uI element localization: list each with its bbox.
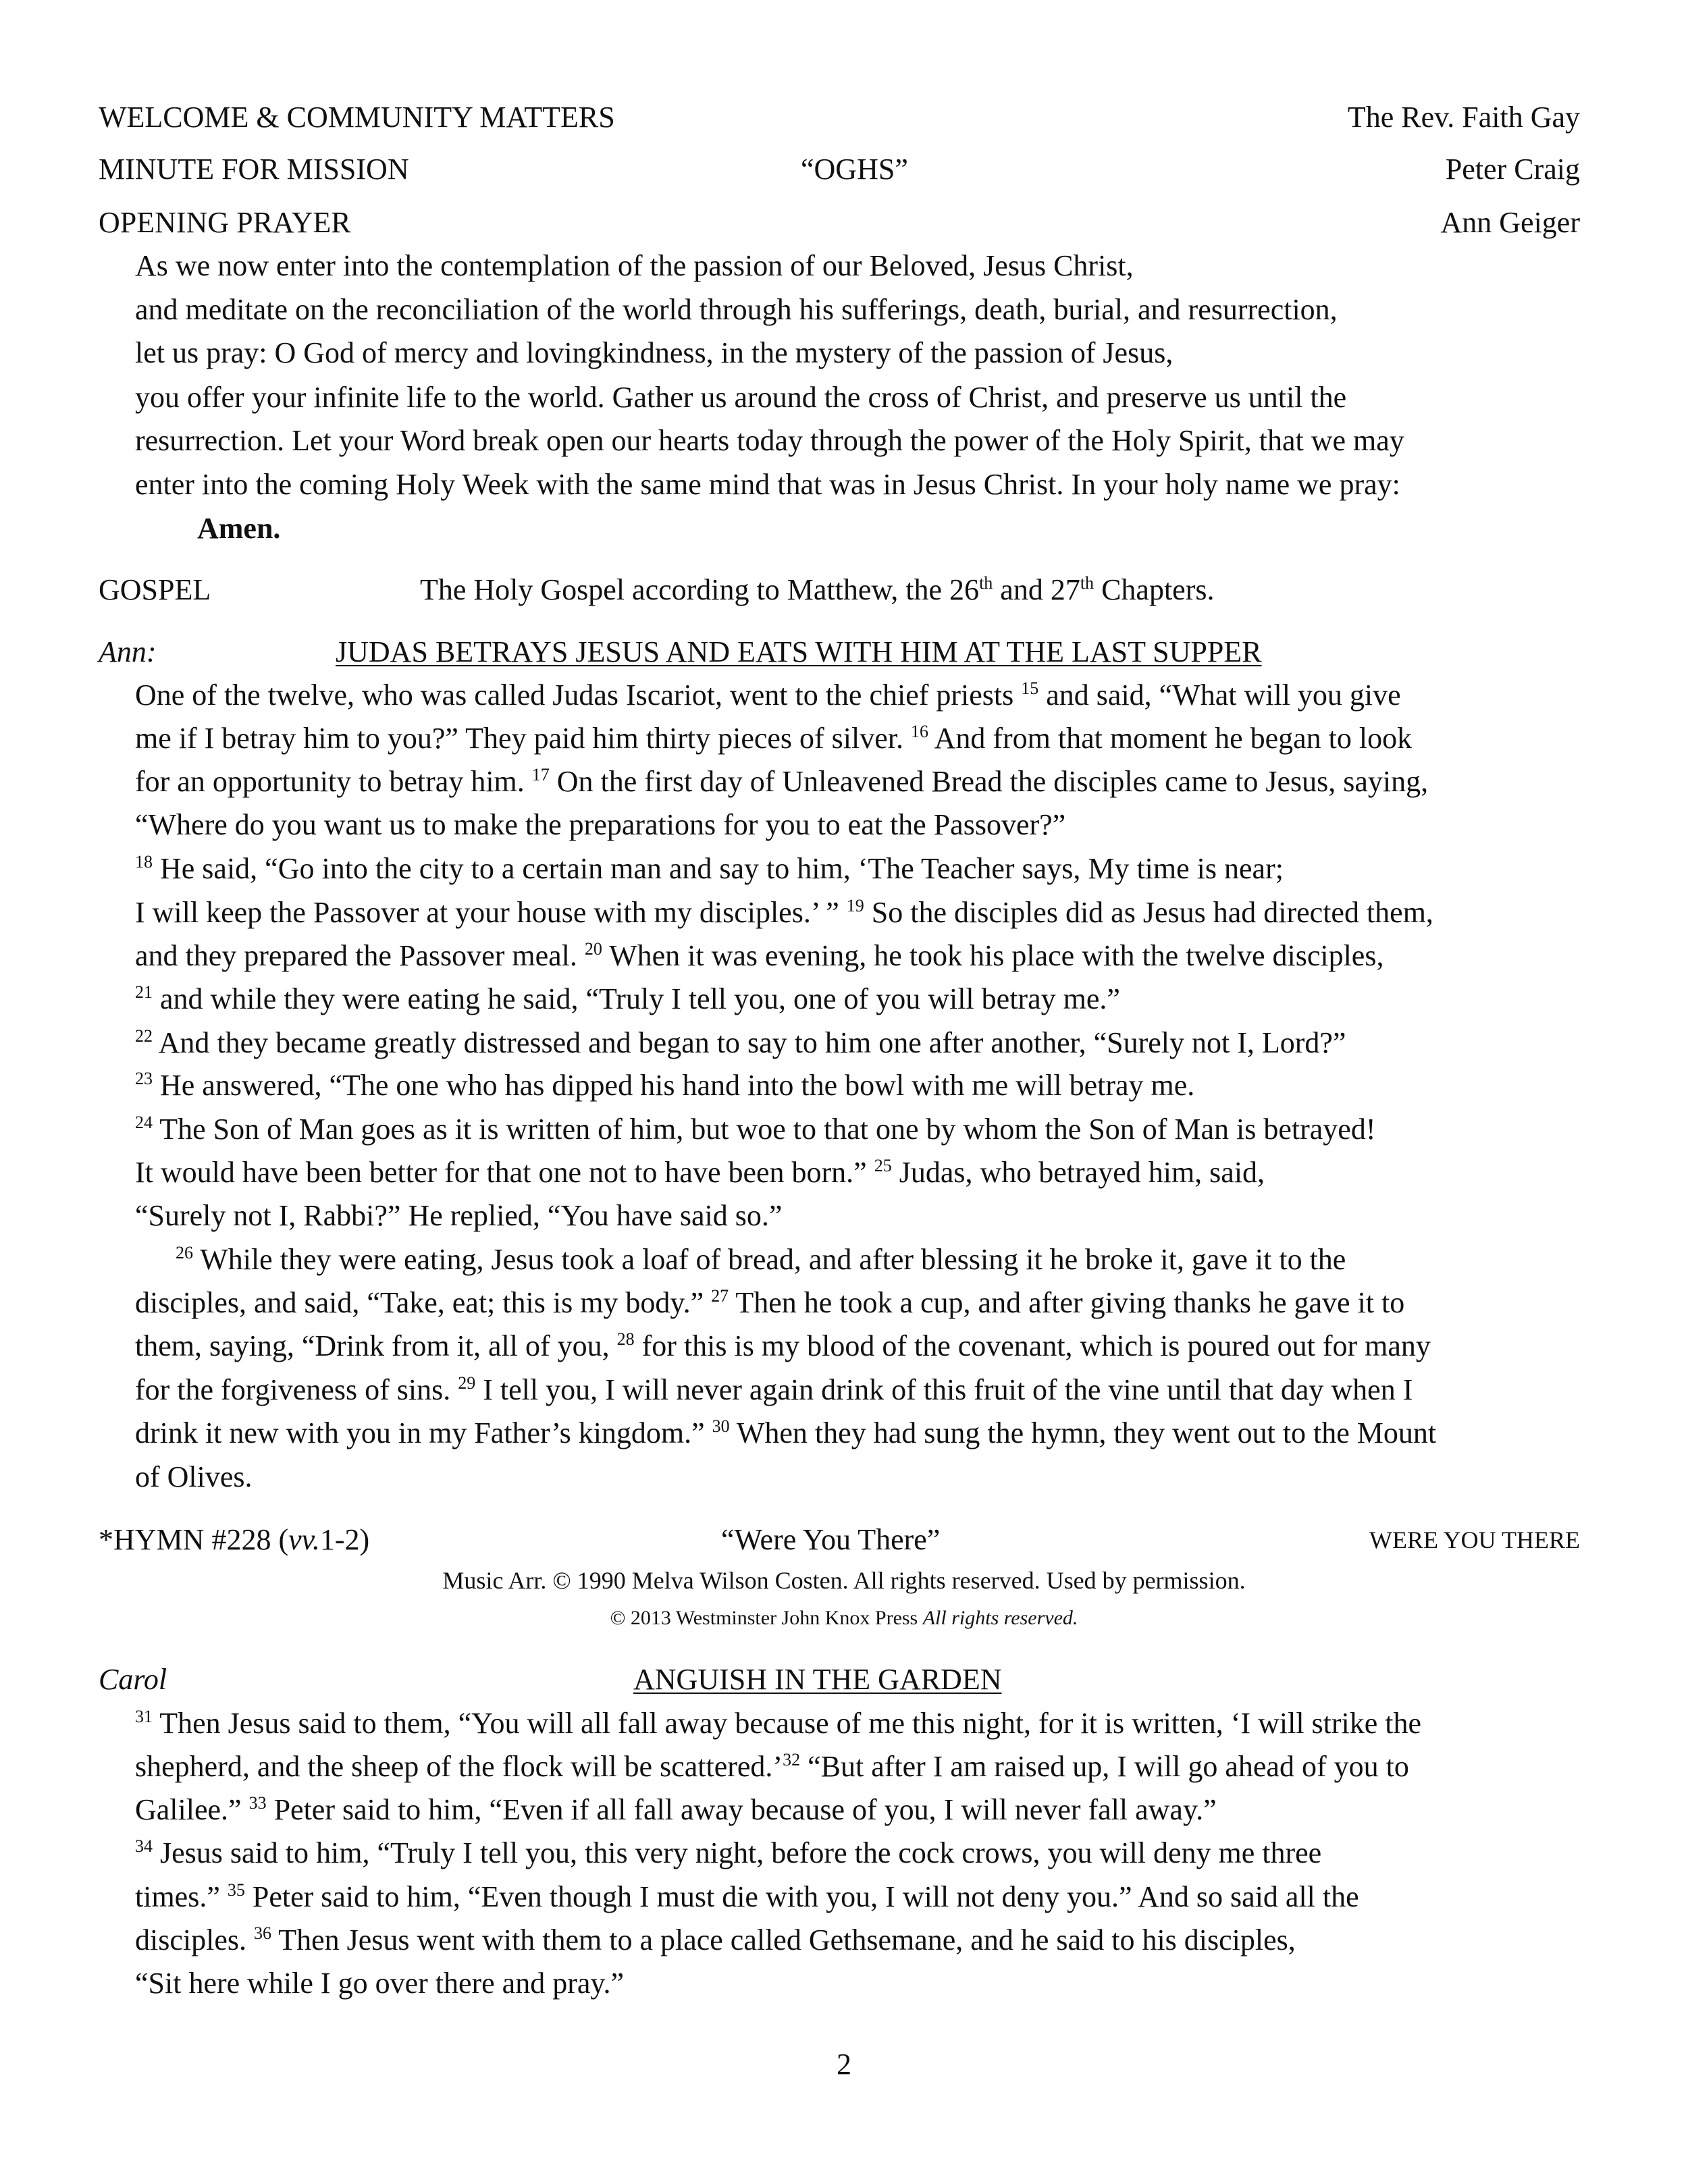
scripture-line: “Sit here while I go over there and pray.” bbox=[135, 1967, 625, 2000]
verse-number: 30 bbox=[712, 1416, 730, 1436]
scripture-line: It would have been better for that one not to have been born.” $^{25}$ Judas, who betrayed him, said, bbox=[135, 1156, 1265, 1189]
order-item-leader: Ann Geiger bbox=[1440, 206, 1580, 239]
verse-number: 15 bbox=[1021, 678, 1039, 698]
scripture-line: I will keep the Passover at your house with my disciples.’ ” $^{19}$ So the disciples did as Jesus had directed them, bbox=[135, 896, 1433, 929]
hymn-title: “Were You There” bbox=[721, 1523, 941, 1556]
verse-number: 28 bbox=[616, 1329, 635, 1349]
prayer-line: you offer your infinite life to the world. Gather us around the cross of Christ, and preserve us until the bbox=[135, 381, 1347, 414]
verse-number: 36 bbox=[253, 1923, 271, 1943]
reader-name: Ann: bbox=[99, 635, 157, 668]
scripture-line: for the forgiveness of sins. $^{29}$ I tell you, I will never again drink of this fruit of the vine until that day when I bbox=[135, 1373, 1413, 1406]
gospel-label: GOSPEL bbox=[99, 573, 211, 606]
verse-number: 23 bbox=[135, 1069, 153, 1088]
scripture-line: disciples. $^{36}$ Then Jesus went with them to a place called Gethsemane, and he said to his disciples, bbox=[135, 1923, 1296, 1956]
prayer-line: enter into the coming Holy Week with the same mind that was in Jesus Christ. In your holy name we pray: bbox=[135, 468, 1400, 501]
scripture-line: $^{21}$ and while they were eating he said, “Truly I tell you, one of you will betray me.” bbox=[135, 982, 1120, 1015]
order-item-label: MINUTE FOR MISSION bbox=[99, 153, 409, 186]
verse-number: 27 bbox=[711, 1286, 729, 1306]
scripture-line: $^{22}$ And they became greatly distressed and began to say to him one after another, “Surely not I, Lord?” bbox=[135, 1026, 1346, 1059]
verse-number: 21 bbox=[135, 982, 153, 1002]
scripture-line: $^{31}$ Then Jesus said to them, “You will all fall away because of me this night, for it is written, ‘I will strike the bbox=[135, 1707, 1422, 1740]
verse-number: 31 bbox=[135, 1707, 153, 1726]
prayer-line: As we now enter into the contemplation of the passion of our Beloved, Jesus Christ, bbox=[135, 249, 1134, 282]
scripture-line: me if I betray him to you?” They paid him thirty pieces of silver. $^{16}$ And from that moment he began to look bbox=[135, 722, 1413, 755]
verse-number: 32 bbox=[783, 1750, 801, 1769]
verse-number: 34 bbox=[135, 1836, 153, 1856]
verse-number: 29 bbox=[458, 1373, 476, 1393]
verse-number: 35 bbox=[227, 1880, 245, 1900]
scripture-line: $^{24}$ The Son of Man goes as it is written of him, but woe to that one by whom the Son of Man is betrayed! bbox=[135, 1113, 1376, 1146]
scripture-line: shepherd, and the sheep of the flock will be scattered.’$^{32}$ “But after I am raised up, I will go ahead of you to bbox=[135, 1750, 1409, 1783]
hymn-copyright: © 2013 Westminster John Knox Press All rights reserved. bbox=[610, 1607, 1078, 1629]
prayer-line: let us pray: O God of mercy and lovingkindness, in the mystery of the passion of Jesus, bbox=[135, 336, 1173, 369]
scripture-line: $^{23}$ He answered, “The one who has dipped his hand into the bowl with me will betray me. bbox=[135, 1069, 1195, 1102]
verse-number: 26 bbox=[176, 1243, 193, 1262]
mission-title: “OGHS” bbox=[801, 153, 908, 186]
hymn-music-credit: Music Arr. © 1990 Melva Wilson Costen. All rights reserved. Used by permission. bbox=[442, 1567, 1246, 1594]
scripture-line: them, saying, “Drink from it, all of you, $^{28}$ for this is my blood of the covenant, which is poured out for many bbox=[135, 1329, 1431, 1362]
verse-number: 22 bbox=[135, 1026, 153, 1046]
scripture-line: drink it new with you in my Father’s kingdom.” $^{30}$ When they had sung the hymn, they went out to the Mount bbox=[135, 1416, 1437, 1449]
gospel-reference: The Holy Gospel according to Matthew, the 26th and 27th Chapters. bbox=[420, 573, 1215, 606]
scripture-line: $^{26}$ While they were eating, Jesus took a loaf of bread, and after blessing it he broke it, gave it to the bbox=[176, 1243, 1346, 1276]
verse-number: 33 bbox=[248, 1793, 267, 1813]
verse-number: 25 bbox=[874, 1156, 892, 1175]
scripture-line: “Where do you want us to make the preparations for you to eat the Passover?” bbox=[135, 808, 1066, 841]
verse-number: 20 bbox=[584, 939, 602, 959]
amen-response: Amen. bbox=[197, 512, 281, 545]
order-row-welcome bbox=[99, 100, 1580, 134]
order-item-label: WELCOME & COMMUNITY MATTERS bbox=[99, 101, 615, 134]
scripture-line: One of the twelve, who was called Judas Iscariot, went to the chief priests $^{15}$ and said, “What will you give bbox=[135, 678, 1401, 712]
order-item-label: OPENING PRAYER bbox=[99, 206, 351, 239]
order-item-leader: Peter Craig bbox=[1445, 153, 1580, 186]
verse-number: 19 bbox=[846, 896, 864, 915]
scripture-line: and they prepared the Passover meal. $^{20}$ When it was evening, he took his place with the twelve disciples, bbox=[135, 939, 1384, 972]
scripture-line: $^{18}$ He said, “Go into the city to a certain man and say to him, ‘The Teacher says, My time is near; bbox=[135, 852, 1284, 885]
scripture-line: Galilee.” $^{33}$ Peter said to him, “Even if all fall away because of you, I will never fall away.” bbox=[135, 1793, 1217, 1826]
scripture-line: “Surely not I, Rabbi?” He replied, “You have said so.” bbox=[135, 1199, 783, 1232]
hymn-tune: WERE YOU THERE bbox=[1369, 1526, 1580, 1553]
verse-number: 24 bbox=[135, 1113, 153, 1132]
prayer-line: resurrection. Let your Word break open our hearts today through the power of the Holy Spirit, that we may bbox=[135, 424, 1404, 457]
hymn-number: *HYMN #228 (vv.1-2) bbox=[99, 1523, 370, 1556]
scripture-line: for an opportunity to betray him. $^{17}$ On the first day of Unleavened Bread the disciples came to Jesus, saying, bbox=[135, 765, 1429, 798]
section-title: JUDAS BETRAYS JESUS AND EATS WITH HIM AT THE LAST SUPPER bbox=[336, 635, 1262, 668]
scripture-line: of Olives. bbox=[135, 1460, 253, 1493]
prayer-line: and meditate on the reconciliation of the world through his sufferings, death, burial, and resurrection, bbox=[135, 293, 1338, 326]
section-title: ANGUISH IN THE GARDEN bbox=[633, 1663, 1002, 1696]
order-item-leader: The Rev. Faith Gay bbox=[1347, 101, 1580, 134]
page-number: 2 bbox=[837, 2048, 851, 2081]
verse-number: 18 bbox=[135, 852, 153, 872]
scripture-line: disciples, and said, “Take, eat; this is my body.” $^{27}$ Then he took a cup, and after giving thanks he gave it to bbox=[135, 1286, 1405, 1319]
verse-number: 16 bbox=[911, 722, 929, 741]
scripture-line: times.” $^{35}$ Peter said to him, “Even though I must die with you, I will not deny you.” And so said all the bbox=[135, 1880, 1359, 1913]
order-row-prayer bbox=[99, 205, 1580, 240]
verse-number: 17 bbox=[531, 765, 550, 784]
reader-name: Carol bbox=[99, 1663, 167, 1696]
scripture-line: $^{34}$ Jesus said to him, “Truly I tell you, this very night, before the cock crows, you will deny me three bbox=[135, 1836, 1322, 1869]
